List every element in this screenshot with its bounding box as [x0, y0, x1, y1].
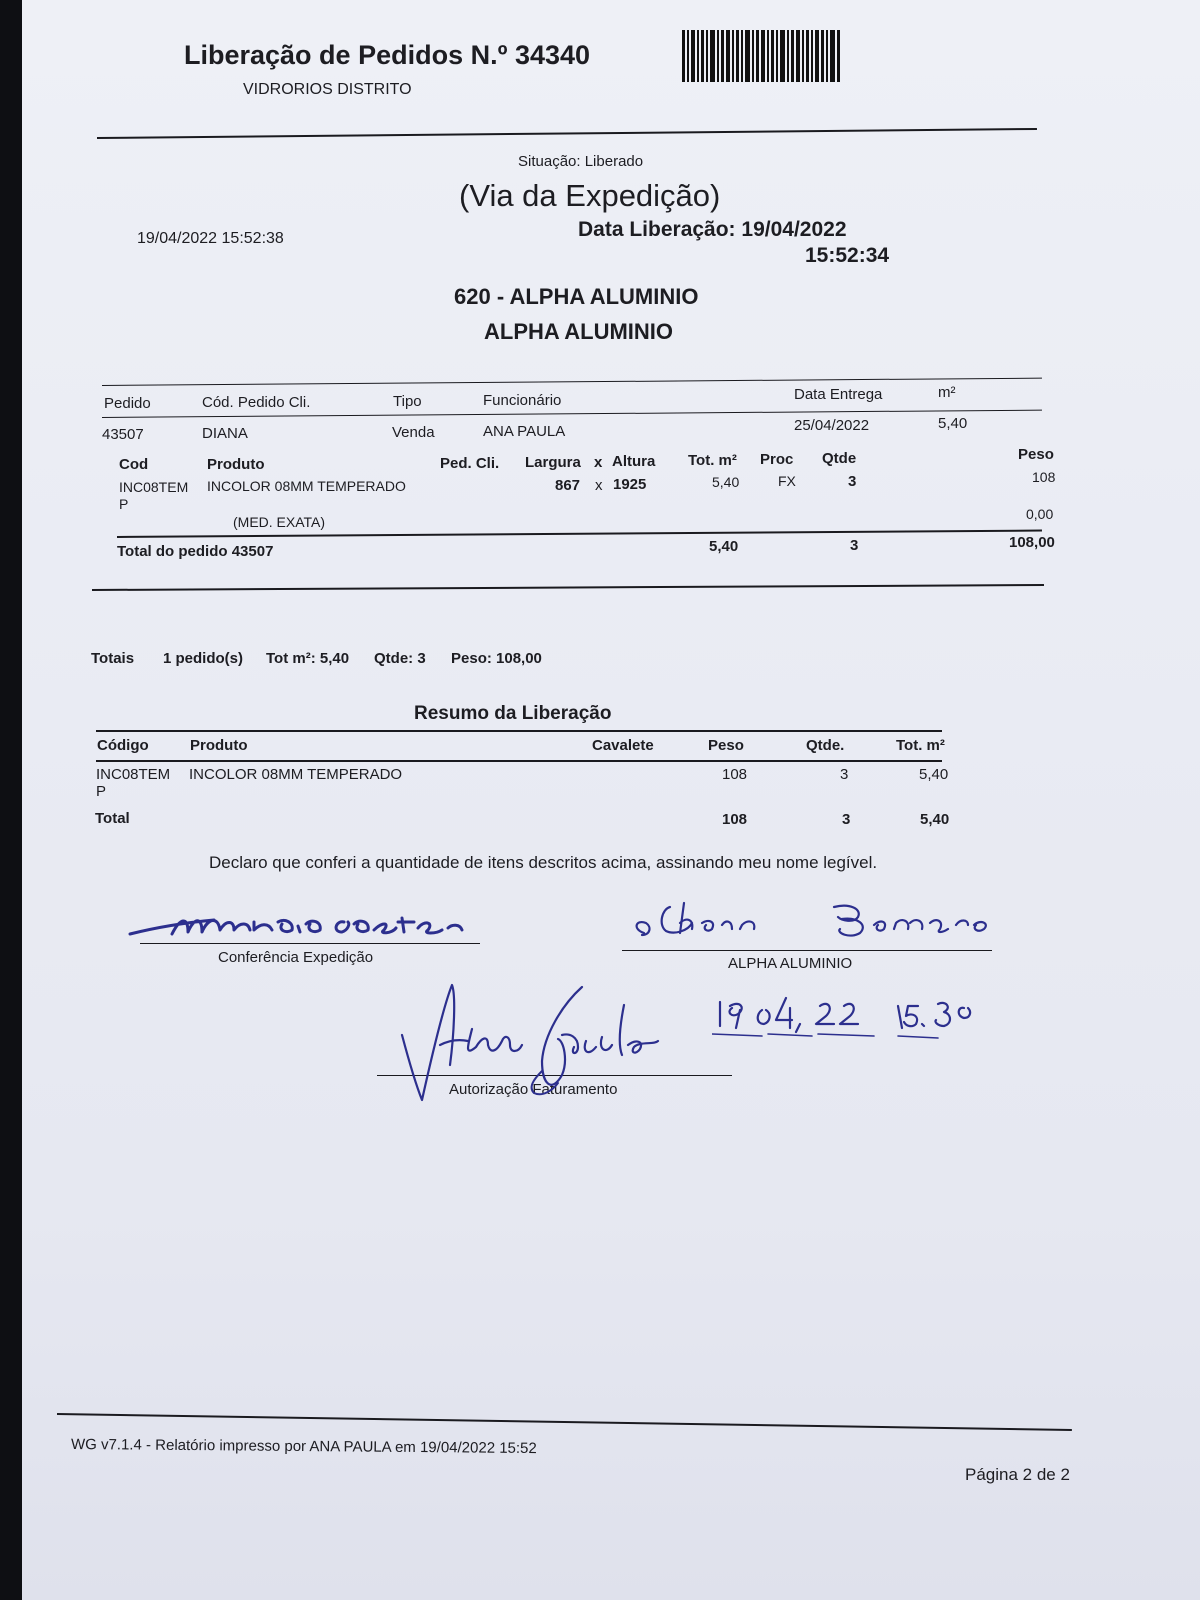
resumo-row-produto: INCOLOR 08MM TEMPERADO — [189, 766, 403, 783]
resumo-header-line — [96, 760, 942, 762]
resumo-title: Resumo da Liberação — [414, 703, 612, 724]
resumo-row-codigo-line1: INC08TEM — [96, 766, 171, 783]
autorizacao-label: Autorização Faturamento — [449, 1081, 618, 1098]
col-data-entrega: Data Entrega — [794, 386, 883, 403]
resumo-total-qtde: 3 — [842, 811, 851, 828]
val-tipo: Venda — [392, 424, 435, 441]
data-liberacao — [578, 218, 847, 242]
col-m2: m² — [938, 384, 956, 401]
item-cod-line2: P — [119, 496, 129, 512]
conferencia-label: Conferência Expedição — [218, 949, 374, 966]
val-m2: 5,40 — [938, 415, 968, 432]
order-total-m2: 5,40 — [709, 538, 739, 555]
data-liberacao-time: 15:52:34 — [805, 244, 890, 267]
totais-label: Totais — [91, 650, 135, 667]
autorizacao-signature — [392, 975, 692, 1115]
resumo-row-peso: 108 — [722, 766, 748, 783]
resumo-col-produto: Produto — [190, 737, 248, 754]
handwritten-date-drawing — [712, 990, 1032, 1050]
order-total-line — [117, 530, 1042, 538]
resumo-total-tot-m2: 5,40 — [920, 811, 950, 828]
via-label: (Via da Expedição) — [459, 178, 721, 213]
col-proc: Proc — [760, 451, 794, 468]
item-proc: FX — [778, 473, 796, 489]
col-pedido: Pedido — [104, 395, 151, 412]
item-tot-m2: 5,40 — [712, 474, 740, 490]
resumo-col-codigo: Código — [97, 737, 149, 754]
item-x: x — [595, 477, 603, 494]
item-produto: INCOLOR 08MM TEMPERADO — [207, 478, 406, 494]
col-funcionario: Funcionário — [483, 392, 562, 409]
resumo-total-label: Total — [95, 810, 130, 827]
val-cod-pedido-cli: DIANA — [202, 425, 248, 442]
footer-line — [57, 1413, 1072, 1431]
col-cod-pedido-cli: Cód. Pedido Cli. — [202, 394, 311, 411]
val-funcionario: ANA PAULA — [483, 423, 566, 440]
col-qtde: Qtde — [822, 450, 857, 467]
resumo-top-line — [96, 730, 942, 732]
resumo-col-tot-m2: Tot. m² — [896, 737, 945, 754]
col-cod: Cod — [119, 456, 149, 473]
val-data-entrega: 25/04/2022 — [794, 417, 870, 434]
order-bottom-line — [92, 584, 1044, 591]
order-total-label: Total do pedido 43507 — [117, 543, 274, 560]
totais-m2: Tot m²: 5,40 — [266, 650, 350, 667]
col-tot-m2: Tot. m² — [688, 452, 737, 469]
handwritten-date — [722, 1002, 729, 1003]
item-altura: 1925 — [613, 476, 647, 493]
order-total-qtde: 3 — [850, 537, 859, 554]
document-page — [22, 0, 1200, 1600]
data-liberacao-date: 19/04/2022 — [741, 218, 847, 241]
resumo-col-qtde: Qtde. — [806, 737, 845, 754]
totais-qtde: Qtde: 3 — [374, 650, 426, 667]
situacao-text: Situação: Liberado — [518, 153, 644, 170]
conferencia-signature — [122, 900, 482, 950]
col-produto: Produto — [207, 456, 265, 473]
cliente-label: ALPHA ALUMINIO — [728, 955, 853, 972]
col-tipo: Tipo — [393, 393, 422, 410]
resumo-row-qtde: 3 — [840, 766, 849, 783]
print-timestamp: 19/04/2022 15:52:38 — [137, 230, 284, 247]
order-top-line — [102, 378, 1042, 386]
col-ped-cli: Ped. Cli. — [440, 455, 500, 472]
resumo-row-codigo-line2: P — [96, 783, 107, 800]
item-obs: (MED. EXATA) — [233, 514, 326, 530]
resumo-col-cavalete: Cavalete — [592, 737, 654, 754]
barcode-icon — [682, 30, 842, 82]
document-title: Liberação de Pedidos N.º 34340 — [184, 40, 591, 70]
order-total-peso: 108,00 — [1009, 534, 1055, 551]
col-peso: Peso — [1018, 446, 1054, 463]
col-x: x — [594, 454, 603, 471]
resumo-col-peso: Peso — [708, 737, 744, 754]
val-pedido: 43507 — [102, 426, 144, 443]
resumo-row-tot-m2: 5,40 — [919, 766, 949, 783]
col-largura: Largura — [525, 454, 581, 471]
item-peso-extra: 0,00 — [1026, 506, 1054, 522]
client-name: ALPHA ALUMINIO — [484, 319, 674, 344]
footer-printed-by: WG v7.1.4 - Relatório impresso por ANA PAULA em 19/04/2022 15:52 — [70, 1436, 537, 1458]
resumo-total-peso: 108 — [722, 811, 748, 828]
declaration-text: Declaro que conferi a quantidade de itens descritos acima, assinando meu nome legível. — [209, 853, 878, 872]
item-largura: 867 — [555, 477, 581, 494]
totais-pedidos: 1 pedido(s) — [163, 650, 244, 667]
client-code-name: 620 - ALPHA ALUMINIO — [454, 284, 699, 309]
item-qtde: 3 — [848, 473, 857, 490]
item-peso: 108 — [1032, 469, 1056, 485]
cliente-signature — [622, 895, 1022, 955]
footer-page-number: Página 2 de 2 — [965, 1465, 1070, 1484]
col-altura: Altura — [612, 453, 656, 470]
company-name: VIDRORIOS DISTRITO — [243, 81, 412, 98]
item-cod-line1: INC08TEM — [119, 479, 189, 495]
data-liberacao-label: Data Liberação: — [578, 218, 736, 241]
header-divider — [97, 128, 1037, 139]
totais-peso: Peso: 108,00 — [451, 650, 542, 667]
